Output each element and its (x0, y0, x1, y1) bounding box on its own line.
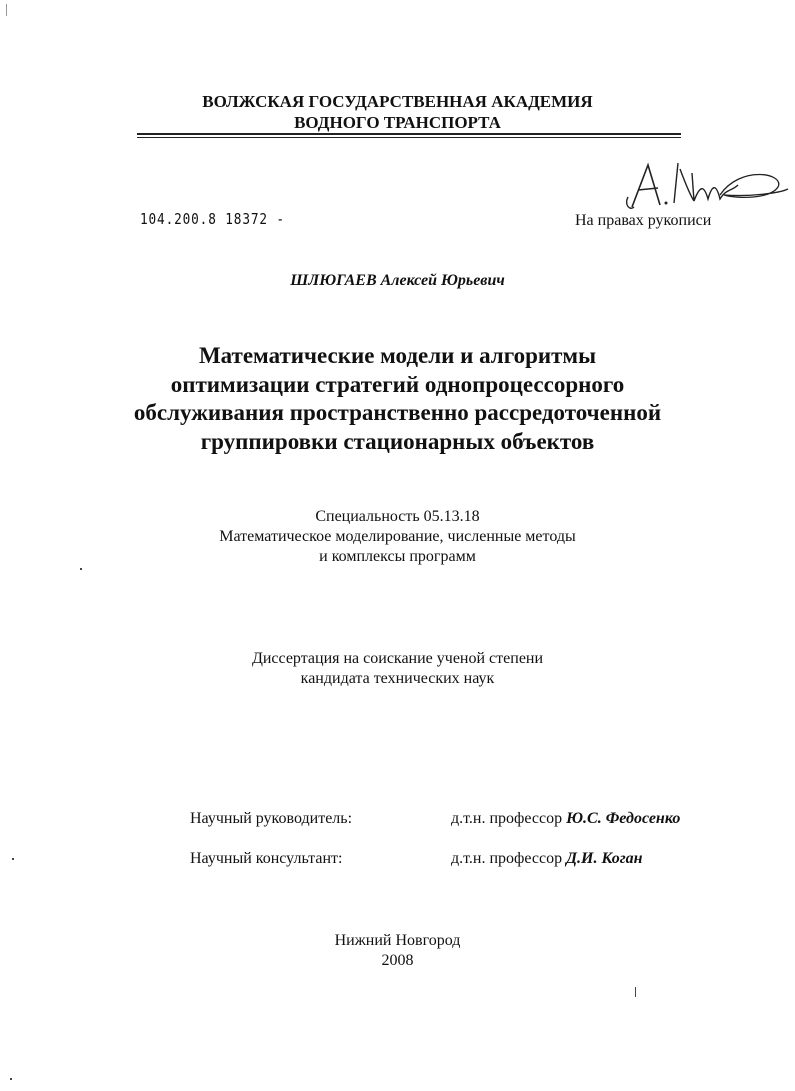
footer-block (0, 931, 795, 971)
title-line2: оптимизации стратегий однопроцессорного (170, 371, 625, 397)
organization-name (0, 91, 795, 133)
registration-number: 104.200.8 18372 - (140, 210, 285, 228)
header-rule-thin (137, 137, 681, 138)
consultant-person (451, 850, 643, 868)
consultant-role: Научный консультант: (190, 850, 343, 867)
organization-line2: ВОДНОГО ТРАНСПОРТА (294, 113, 501, 132)
degree-line1: Диссертация на соискание ученой степени (251, 650, 544, 667)
consultant-prefix: д.т.н. профессор (451, 850, 563, 867)
manuscript-rights: На правах рукописи (575, 212, 712, 229)
supervisor-name: Ю.С. Федосенко (566, 810, 681, 827)
author-name: ШЛЮГАЕВ Алексей Юрьевич (290, 272, 505, 289)
dissertation-title (0, 342, 795, 456)
header-rule-thick (137, 133, 681, 135)
scan-mark (635, 987, 636, 997)
scan-mark (80, 568, 82, 570)
year: 2008 (381, 952, 414, 969)
specialty-block (0, 507, 795, 567)
supervisor-person (451, 810, 680, 828)
supervisor-prefix: д.т.н. профессор (451, 810, 563, 827)
specialty-line2: Математическое моделирование, численные методы (219, 528, 576, 545)
supervisor-role: Научный руководитель: (190, 810, 353, 827)
city: Нижний Новгород (334, 932, 461, 949)
title-line4: группировки стационарных объектов (200, 428, 595, 454)
organization-line1: ВОЛЖСКАЯ ГОСУДАРСТВЕННАЯ АКАДЕМИЯ (202, 92, 593, 111)
degree-block (0, 649, 795, 689)
specialty-line3: и комплексы программ (319, 548, 476, 565)
scan-mark (6, 4, 7, 16)
degree-line2: кандидата технических наук (300, 670, 495, 687)
title-line1: Математические модели и алгоритмы (198, 343, 597, 368)
specialty-line1: Специальность 05.13.18 (315, 508, 480, 525)
signature (620, 155, 790, 215)
consultant-name: Д.И. Коган (566, 850, 643, 867)
scan-mark (12, 858, 14, 860)
scan-mark (10, 1078, 12, 1080)
title-line3: обслуживания пространственно рассредоточенной (133, 400, 662, 425)
